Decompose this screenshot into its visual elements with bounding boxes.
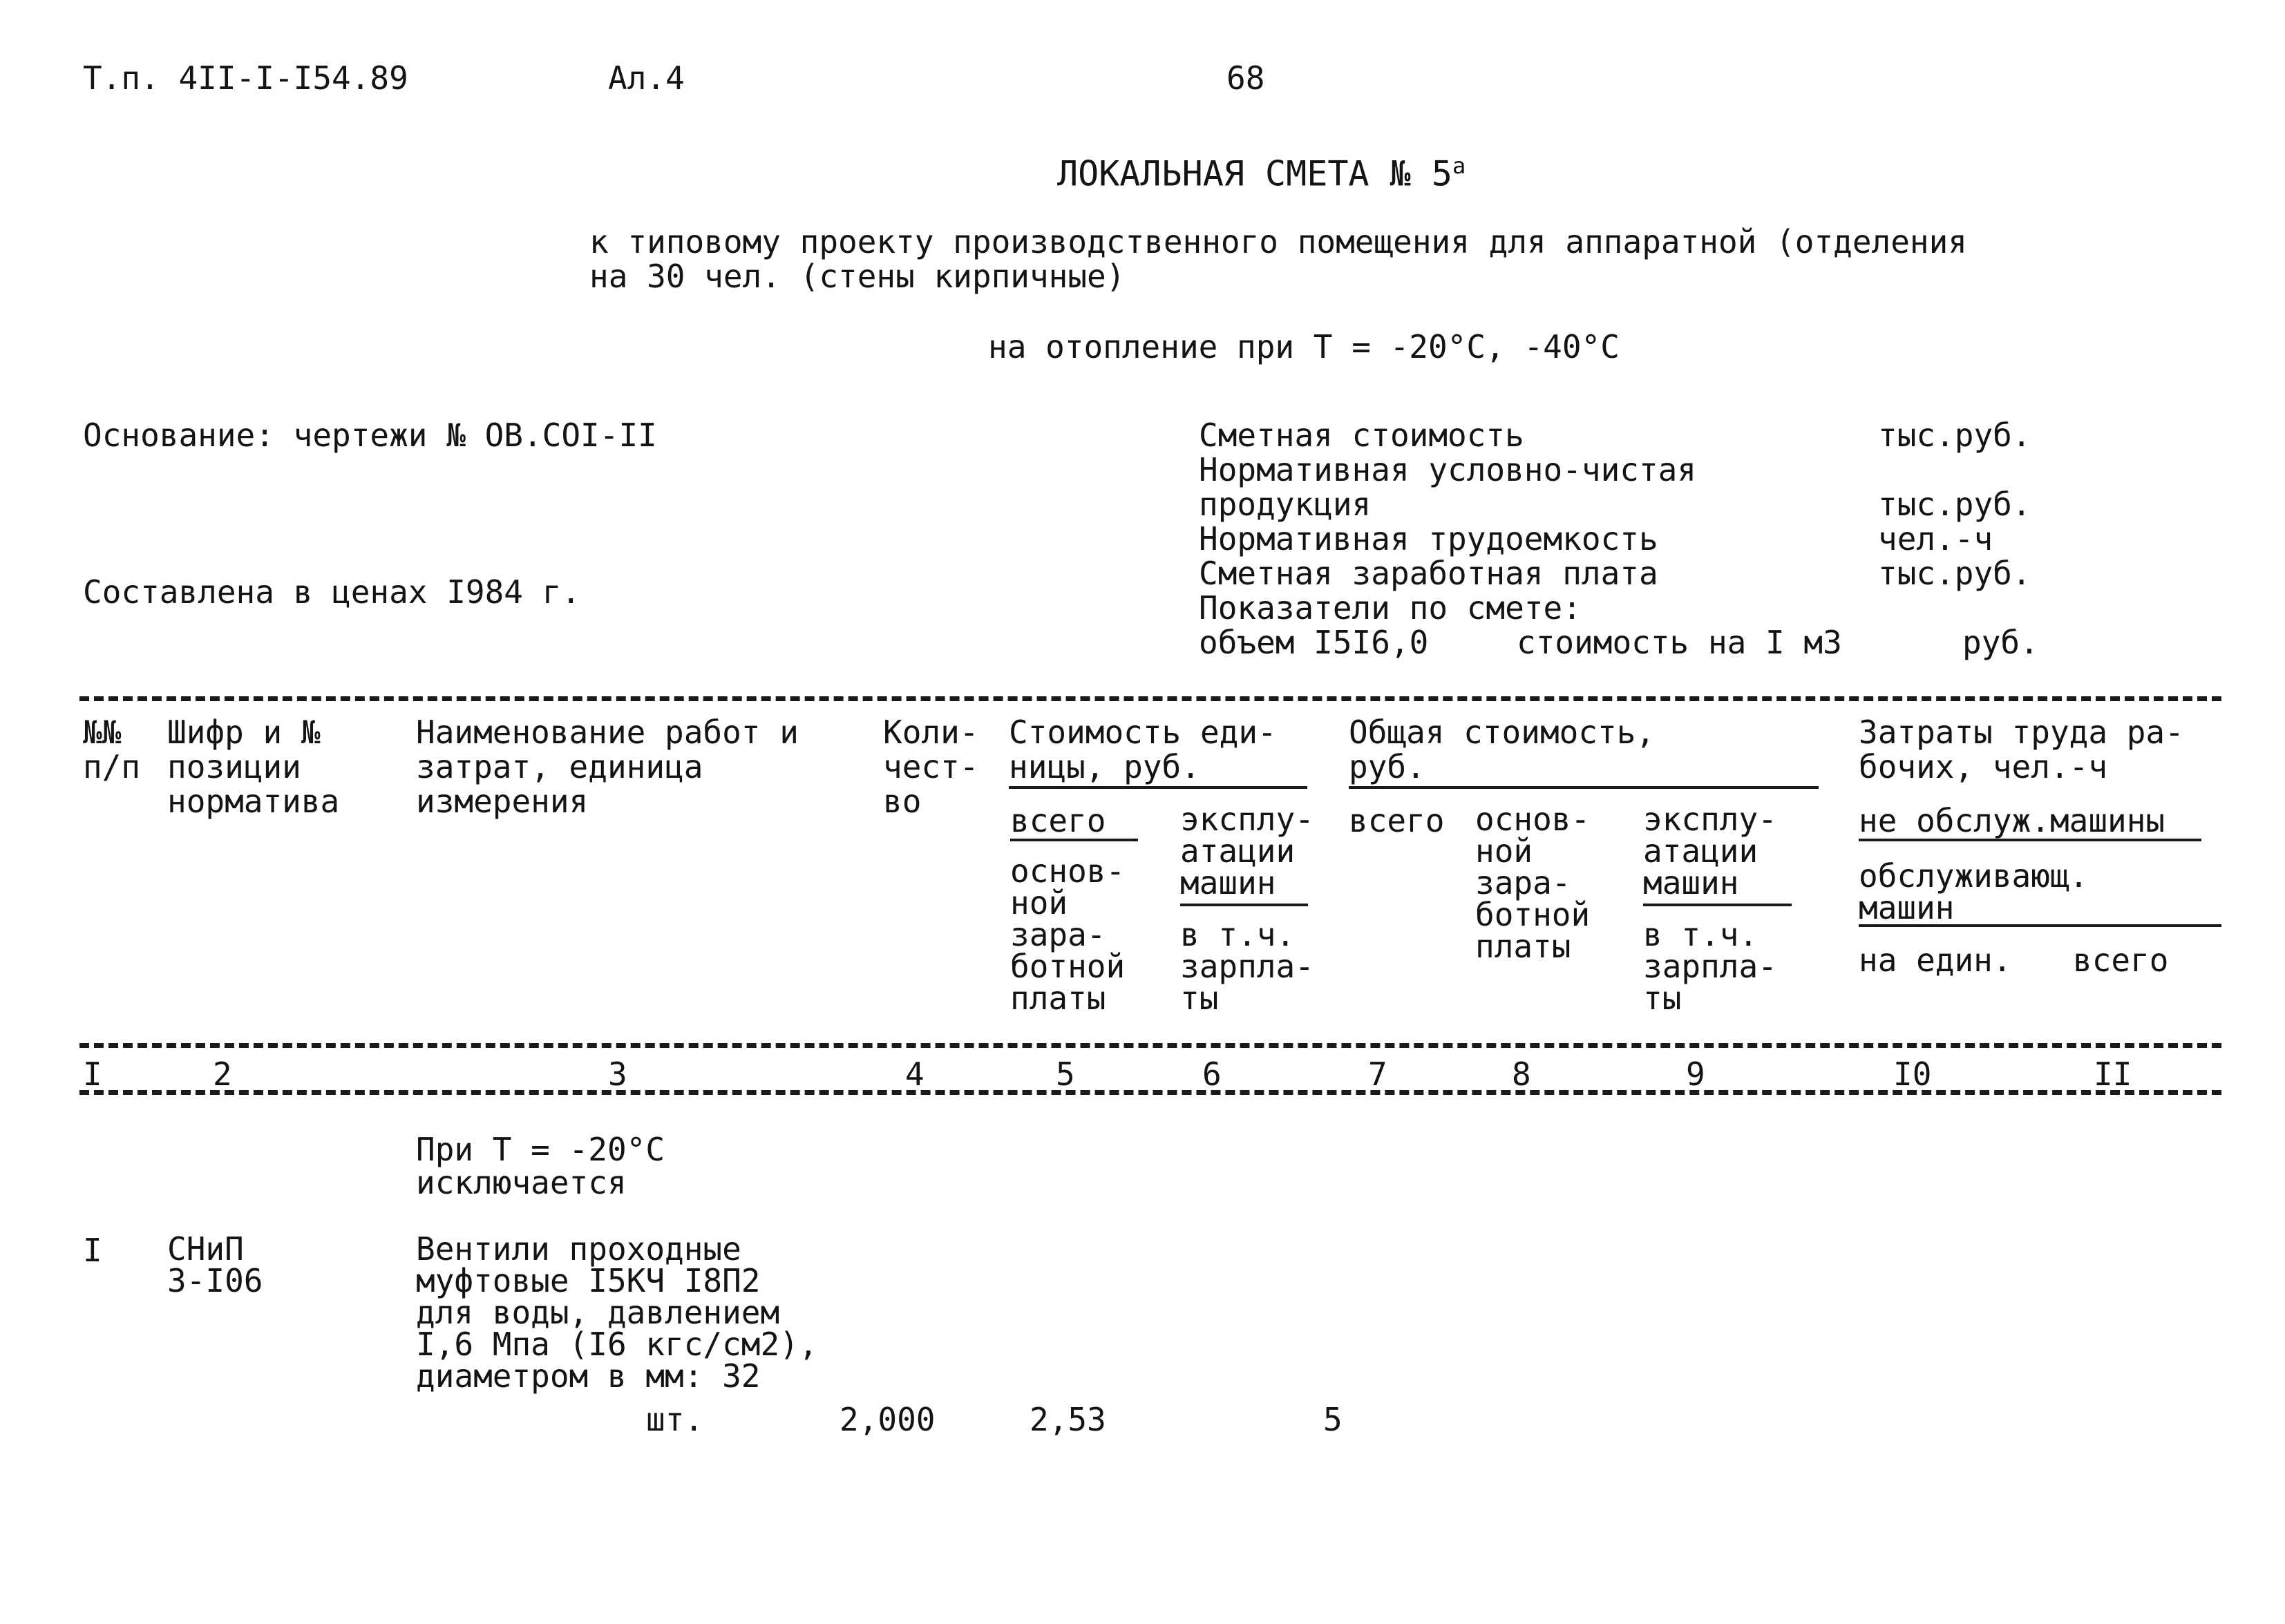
page-number: 68 <box>1226 59 1265 97</box>
header-labor-serving <box>1859 857 2089 926</box>
header-text: зарпла- <box>1643 948 1777 985</box>
title-text: ЛОКАЛЬНАЯ СМЕТА № <box>1057 153 1411 194</box>
header-col-3 <box>416 715 799 819</box>
header-underline <box>1349 786 1819 789</box>
header-text: в т.ч. <box>1180 916 1296 953</box>
header-text: бочих, чел.-ч <box>1859 748 2108 785</box>
title-superscript: а <box>1452 153 1466 179</box>
row-unit: шт. <box>646 1401 704 1438</box>
header-text: Стоимость еди- <box>1009 714 1277 751</box>
header-text: зара- <box>1010 916 1106 953</box>
header-text: во <box>883 783 922 820</box>
column-number: I <box>83 1055 102 1093</box>
row-quantity: 2,000 <box>840 1401 936 1438</box>
code-text: СНиП <box>167 1230 244 1268</box>
column-number: 5 <box>1056 1055 1075 1093</box>
header-text: №№ <box>83 714 122 751</box>
title-number: 5 <box>1431 153 1452 194</box>
indicator-volume: объем I5I6,0 <box>1199 624 1429 661</box>
indicator-cost-per-m3: стоимость на I м3 <box>1517 624 1842 661</box>
header-col-1 <box>83 715 140 784</box>
header-text: платы <box>1475 928 1571 965</box>
row-number: I <box>83 1232 102 1269</box>
header-text: затрат, единица <box>416 748 703 785</box>
header-text: ной <box>1475 832 1533 870</box>
header-text: атации <box>1643 832 1758 870</box>
column-number: 3 <box>608 1055 627 1093</box>
header-col-7: всего <box>1349 802 1445 839</box>
header-text: ной <box>1010 884 1068 921</box>
header-text: атации <box>1180 832 1296 870</box>
info-label: Сметная заработная плата <box>1199 555 1658 592</box>
row-unit-total: 2,53 <box>1030 1401 1106 1438</box>
row-total: 5 <box>1323 1401 1343 1438</box>
column-number: 7 <box>1368 1055 1387 1093</box>
header-text: чест- <box>883 748 979 785</box>
header-text: Шифр и № <box>167 714 321 751</box>
header-unit-cost <box>1009 715 1277 784</box>
header-text: ботной <box>1475 896 1591 933</box>
info-unit: тыс.руб. <box>1878 486 2031 523</box>
header-text: Затраты труда ра- <box>1859 714 2184 751</box>
header-text: машин <box>1859 889 1955 926</box>
header-text: машин <box>1643 864 1739 901</box>
info-unit: тыс.руб. <box>1878 555 2031 592</box>
column-number: 2 <box>213 1055 232 1093</box>
header-text: основ- <box>1475 801 1591 838</box>
header-col-8 <box>1475 801 1591 965</box>
header-text: норматива <box>167 783 340 820</box>
header-text: машин <box>1180 864 1276 901</box>
header-text: ницы, руб. <box>1009 748 1200 785</box>
header-col-5-top: всего <box>1010 802 1106 839</box>
header-text: п/п <box>83 748 141 785</box>
header-col-6-bottom <box>1180 916 1314 1017</box>
table-header-rule <box>79 1043 2221 1048</box>
header-underline <box>1859 839 2201 841</box>
info-unit: тыс.руб. <box>1878 417 2031 454</box>
basis-line: Основание: чертежи № ОВ.СОI-II <box>83 417 657 454</box>
title-line-2: на 30 чел. (стены кирпичные) <box>589 258 1126 295</box>
header-text: позиции <box>167 748 301 785</box>
info-unit: чел.-ч <box>1878 520 1993 557</box>
name-text: для воды, давлением <box>416 1294 780 1331</box>
header-col-5-bottom <box>1010 852 1126 1017</box>
document-subtitle: на отопление при Т = -20°С, -40°С <box>988 328 1620 365</box>
column-number: 8 <box>1512 1055 1531 1093</box>
header-col-4 <box>883 715 978 819</box>
header-col-6-top <box>1180 803 1314 899</box>
title-line-1: к типовому проекту производственного помещения для аппаратной (отделения <box>589 223 1967 260</box>
name-text: диаметром в мм: 32 <box>416 1357 761 1395</box>
header-text: эксплу- <box>1180 801 1314 838</box>
column-number: I0 <box>1893 1055 1932 1093</box>
column-number: II <box>2094 1055 2132 1093</box>
header-labor <box>1859 715 2184 784</box>
row-code <box>167 1230 263 1299</box>
info-label: Нормативная условно-чистая <box>1199 451 1697 488</box>
header-col-9-top <box>1643 803 1777 899</box>
document-title <box>1057 149 1466 194</box>
info-label: Нормативная трудоемкость <box>1199 520 1658 557</box>
prices-line: Составлена в ценах I984 г. <box>83 573 581 611</box>
column-number: 9 <box>1686 1055 1705 1093</box>
header-col-2 <box>167 715 339 819</box>
header-col-9-bottom <box>1643 916 1777 1017</box>
header-underline <box>1643 904 1792 906</box>
column-number: 4 <box>905 1055 925 1093</box>
header-labor-not-serving: не обслуж.машины <box>1859 802 2165 839</box>
section-note <box>416 1133 665 1199</box>
header-text: платы <box>1010 980 1106 1017</box>
header-text: зара- <box>1475 864 1571 901</box>
header-text: руб. <box>1349 748 1425 785</box>
header-text: Коли- <box>883 714 979 751</box>
info-label: Показатели по смете: <box>1199 589 1582 627</box>
header-underline <box>1180 904 1308 906</box>
header-labor-total: всего <box>2073 942 2169 979</box>
row-name <box>416 1230 818 1395</box>
column-number: 6 <box>1202 1055 1222 1093</box>
info-label: Сметная стоимость <box>1199 417 1524 454</box>
header-text: в т.ч. <box>1643 916 1758 953</box>
header-text: ботной <box>1010 948 1126 985</box>
note-text: исключается <box>416 1164 627 1201</box>
header-text: ты <box>1180 980 1219 1017</box>
note-text: При Т = -20°С <box>416 1131 665 1168</box>
header-text: Наименование работ и <box>416 714 799 751</box>
indicator-unit: руб. <box>1962 624 2039 661</box>
header-underline <box>1009 786 1307 789</box>
header-text: зарпла- <box>1180 948 1314 985</box>
header-text: основ- <box>1010 852 1126 890</box>
header-labor-per-unit: на един. <box>1859 942 2012 979</box>
name-text: Вентили проходные <box>416 1230 741 1268</box>
header-total-cost <box>1349 715 1655 784</box>
table-top-rule <box>79 696 2221 701</box>
header-underline <box>1859 924 2221 927</box>
info-label: продукция <box>1199 486 1372 523</box>
album-number: Ал.4 <box>608 59 685 97</box>
header-text: ты <box>1643 980 1682 1017</box>
header-text: измерения <box>416 783 589 820</box>
header-text: Общая стоимость, <box>1349 714 1656 751</box>
project-code: Т.п. 4II-I-I54.89 <box>83 59 408 97</box>
header-text: обслуживающ. <box>1859 857 2089 895</box>
code-text: 3-I06 <box>167 1262 263 1299</box>
header-underline <box>1010 839 1138 841</box>
header-text: эксплу- <box>1643 801 1777 838</box>
name-text: муфтовые I5КЧ I8П2 <box>416 1262 761 1299</box>
name-text: I,6 Мпа (I6 кгс/см2), <box>416 1326 818 1363</box>
